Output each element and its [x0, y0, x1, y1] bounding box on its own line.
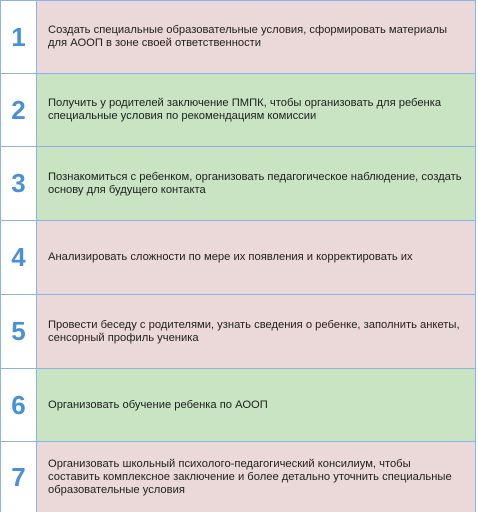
step-row-4 — [0, 221, 476, 294]
step-row-6 — [0, 369, 476, 441]
step-number: 3 — [0, 147, 37, 220]
step-number: 6 — [0, 369, 37, 441]
step-row-7 — [0, 442, 476, 512]
step-number: 7 — [0, 442, 37, 512]
step-text: Организовать школьный психолого-педагогический консилиум, чтобы составить комплексное заключение и более детально уточнить специальные образовательные условия — [37, 442, 476, 512]
step-text: Анализировать сложности по мере их появления и корректировать их — [37, 221, 476, 294]
step-number: 5 — [0, 295, 37, 368]
step-number: 2 — [0, 74, 37, 146]
step-text: Получить у родителей заключение ПМПК, чтобы организовать для ребенка специальные условия по рекомендациям комиссии — [37, 74, 476, 146]
step-row-2 — [0, 74, 476, 146]
step-number: 1 — [0, 1, 37, 73]
step-number: 4 — [0, 221, 37, 294]
step-text: Создать специальные образовательные условия, сформировать материалы для АООП в зоне своей ответственности — [37, 1, 476, 73]
step-row-3 — [0, 147, 476, 220]
step-text: Организовать обучение ребенка по АООП — [37, 369, 476, 441]
step-text: Провести беседу с родителями, узнать сведения о ребенке, заполнить анкеты, сенсорный профиль ученика — [37, 295, 476, 368]
step-text: Познакомиться с ребенком, организовать педагогическое наблюдение, создать основу для будущего контакта — [37, 147, 476, 220]
step-row-1 — [0, 1, 476, 73]
step-row-5 — [0, 295, 476, 368]
